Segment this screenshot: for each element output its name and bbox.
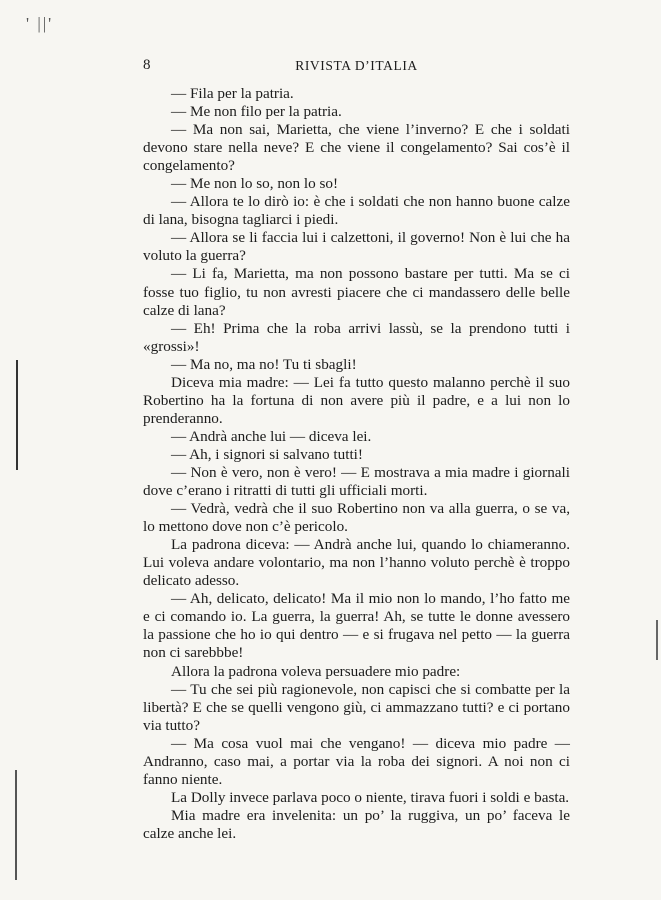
paragraph: — Ah, delicato, delicato! Ma il mio non lo mando, l’ho fatto me e ci comando io. La guerra, la guerra! Ah, se tutte le donne avessero la passione che ho io qui dentro — e si frugava nel petto — la guerra non ci sarebbbe! <box>143 590 570 662</box>
paragraph: — Eh! Prima che la roba arrivi lassù, se la prendono tutti i «grossi»! <box>143 319 570 355</box>
corner-mark: ' ||' <box>26 14 54 33</box>
paragraph: Allora la padrona voleva persuadere mio padre: <box>171 662 461 680</box>
page-number: 8 <box>143 57 151 73</box>
paragraph: Mia madre era invelenita: un po’ la ruggiva, un po’ faceva le calze anche lei. <box>143 806 570 842</box>
paragraph: — Allora se li faccia lui i calzettoni, il governo! Non è lui che ha voluto la guerra? <box>143 229 570 265</box>
paragraph: — Ma no, ma no! Tu ti sbagli! <box>171 355 357 373</box>
body-text <box>143 85 570 843</box>
running-title: RIVISTA D’ITALIA <box>295 58 418 73</box>
paragraph: — Me non filo per la patria. <box>171 103 342 121</box>
paragraph: Diceva mia madre: — Lei fa tutto questo malanno perchè il suo Robertino ha la fortuna di non avere più il padre, e a lui non lo prenderanno. <box>143 373 570 427</box>
paragraph: — Ah, i signori si salvano tutti! <box>171 445 363 463</box>
paragraph: — Ma non sai, Marietta, che viene l’inverno? E che i soldati devono stare nella neve? E che viene il congelamento? Sai cos’è il congelamento? <box>143 121 570 175</box>
paragraph: — Fila per la patria. <box>171 85 294 102</box>
paragraph: — Ma cosa vuol mai che vengano! — diceva mio padre — Andranno, caso mai, a portar via la roba dei signori. A noi non ci fanno niente. <box>143 734 570 788</box>
paragraph: La padrona diceva: — Andrà anche lui, quando lo chiameranno. Lui voleva andare volontario, ma non l’hanno voluto perchè è troppo delicato adesso. <box>143 536 570 590</box>
paragraph: La Dolly invece parlava poco o niente, tirava fuori i soldi e basta. <box>171 788 570 806</box>
scan-mark-left-1 <box>16 360 18 470</box>
scan-mark-left-2 <box>15 770 17 880</box>
page-header <box>143 57 570 79</box>
paragraph: — Tu che sei più ragionevole, non capisci che si combatte per la libertà? E che se quelli vengono giù, ci ammazzano tutti? e ci portano via tutto? <box>143 680 570 734</box>
scan-mark-right <box>656 620 658 660</box>
paragraph: — Non è vero, non è vero! — E mostrava a mia madre i giornali dove c’erano i ritratti di tutti gli ufficiali morti. <box>143 463 570 500</box>
paragraph: — Li fa, Marietta, ma non possono bastare per tutti. Ma se ci fosse tuo figlio, tu non avresti piacere che ci mandassero delle belle calze di lana? <box>143 265 570 319</box>
paragraph: — Me non lo so, non lo so! <box>171 175 339 193</box>
paragraph: — Vedrà, vedrà che il suo Robertino non va alla guerra, o se va, lo mettono dove non c’è pericolo. <box>143 500 570 536</box>
paragraph: — Allora te lo dirò io: è che i soldati che non hanno buone calze di lana, bisogna tagliarci i piedi. <box>143 193 570 229</box>
paragraph: — Andrà anche lui — diceva lei. <box>171 427 372 445</box>
